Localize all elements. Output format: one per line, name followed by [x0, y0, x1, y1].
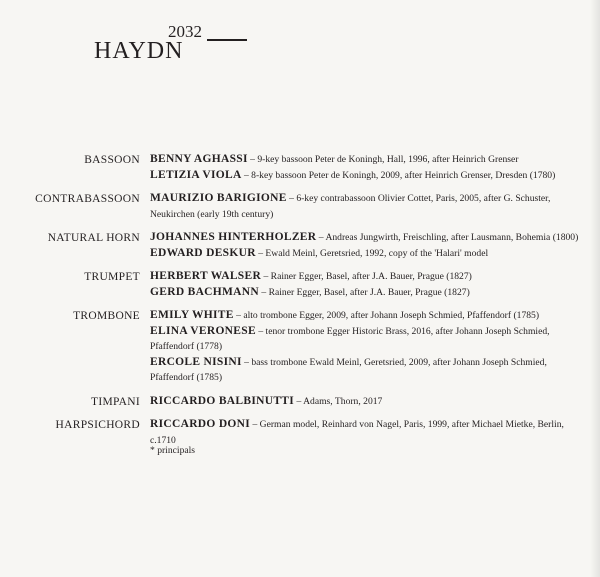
instrument-label: BASSOON	[84, 154, 140, 166]
section-trumpet	[0, 269, 600, 300]
player-list	[150, 230, 598, 261]
section-bassoon	[0, 152, 600, 183]
player-list	[150, 394, 598, 410]
instrument-label: CONTRABASSOON	[35, 193, 140, 205]
player-name: HERBERT WALSER	[150, 270, 262, 282]
player-list	[150, 308, 598, 386]
instrument-detail: – Ewald Meinl, Geretsried, 1992, copy of the 'Halari' model	[255, 247, 489, 259]
player-name: ERCOLE NISINI	[150, 355, 242, 368]
logo-rule	[207, 39, 247, 41]
section-timpani	[0, 394, 600, 410]
player-list	[150, 152, 598, 183]
player-name: MAURIZIO BARIGIONE	[150, 192, 287, 204]
player-list	[150, 417, 598, 448]
player-entry	[150, 355, 590, 386]
player-name: EDWARD DESKUR	[150, 246, 256, 259]
instrument-detail: – bass trombone Ewald Meinl, Geretsried, 2009, after Johann Joseph Schmied, Pfaffendorf (1785)	[150, 356, 547, 383]
player-entry	[150, 417, 590, 448]
instrument-detail: – Rainer Egger, Basel, after J.A. Bauer, Prague (1827)	[259, 286, 470, 298]
instrument-detail: – 8-key bassoon Peter de Koningh, 2009, after Heinrich Grenser, Dresden (1780)	[241, 169, 556, 181]
player-entry	[150, 230, 598, 246]
logo-text: HAYDN	[94, 38, 184, 64]
player-entry	[150, 324, 590, 355]
section-contrabassoon	[0, 191, 600, 222]
instrument-label: TROMBONE	[73, 310, 140, 322]
instrument-detail: – Rainer Egger, Basel, after J.A. Bauer, Prague (1827)	[261, 271, 472, 282]
player-name: JOHANNES HINTERHOLZER	[150, 231, 317, 243]
instrument-detail: – Andreas Jungwirth, Freischling, after Lausmann, Bohemia (1800)	[316, 232, 579, 243]
player-name: GERD BACHMANN	[150, 285, 259, 298]
player-list	[150, 191, 598, 222]
instrument-label: TIMPANI	[91, 395, 140, 408]
haydn-2032-logo	[94, 22, 264, 72]
section-harpsichord	[0, 417, 600, 448]
player-name: EMILY WHITE	[150, 309, 234, 321]
instrument-label: NATURAL HORN	[47, 232, 140, 244]
instrument-detail: – German model, Reinhard von Nagel, Paris, 1999, after Michael Mietke, Berlin, c.1710	[150, 419, 564, 446]
player-name: RICCARDO BALBINUTTI	[150, 394, 295, 407]
logo-number: 2032	[168, 22, 202, 41]
instrument-label: HARPSICHORD	[55, 419, 140, 431]
player-entry	[150, 269, 598, 285]
section-trombone	[0, 308, 600, 386]
instrument-label: TRUMPET	[84, 271, 140, 283]
player-entry	[150, 308, 598, 324]
musician-roster	[0, 152, 600, 456]
player-entry	[150, 191, 590, 222]
player-entry	[150, 285, 598, 301]
section-natural-horn	[0, 230, 600, 261]
player-entry	[150, 394, 598, 410]
player-name: ELINA VERONESE	[150, 324, 256, 337]
player-name: BENNY AGHASSI	[150, 153, 248, 165]
player-entry	[150, 152, 598, 168]
page-edge-shadow	[590, 0, 600, 577]
instrument-detail: – tenor trombone Egger Historic Brass, 2016, after Johann Joseph Schmied, Pfaffendorf (1778)	[150, 325, 550, 352]
instrument-detail: – Adams, Thorn, 2017	[294, 395, 383, 407]
footnote: * principals	[150, 445, 196, 456]
instrument-detail: – 9-key bassoon Peter de Koningh, Hall, 1996, after Heinrich Grenser	[247, 154, 519, 165]
player-name: RICCARDO DONI	[150, 418, 251, 430]
instrument-detail: – 6-key contrabassoon Olivier Cottet, Paris, 2005, after G. Schuster, Neukirchen (early 19th century)	[150, 193, 551, 220]
instrument-detail: – alto trombone Egger, 2009, after Johann Joseph Schmied, Pfaffendorf (1785)	[233, 310, 540, 321]
player-entry	[150, 168, 598, 184]
player-list	[150, 269, 598, 300]
player-name: LETIZIA VIOLA	[150, 168, 242, 181]
player-entry	[150, 246, 598, 262]
